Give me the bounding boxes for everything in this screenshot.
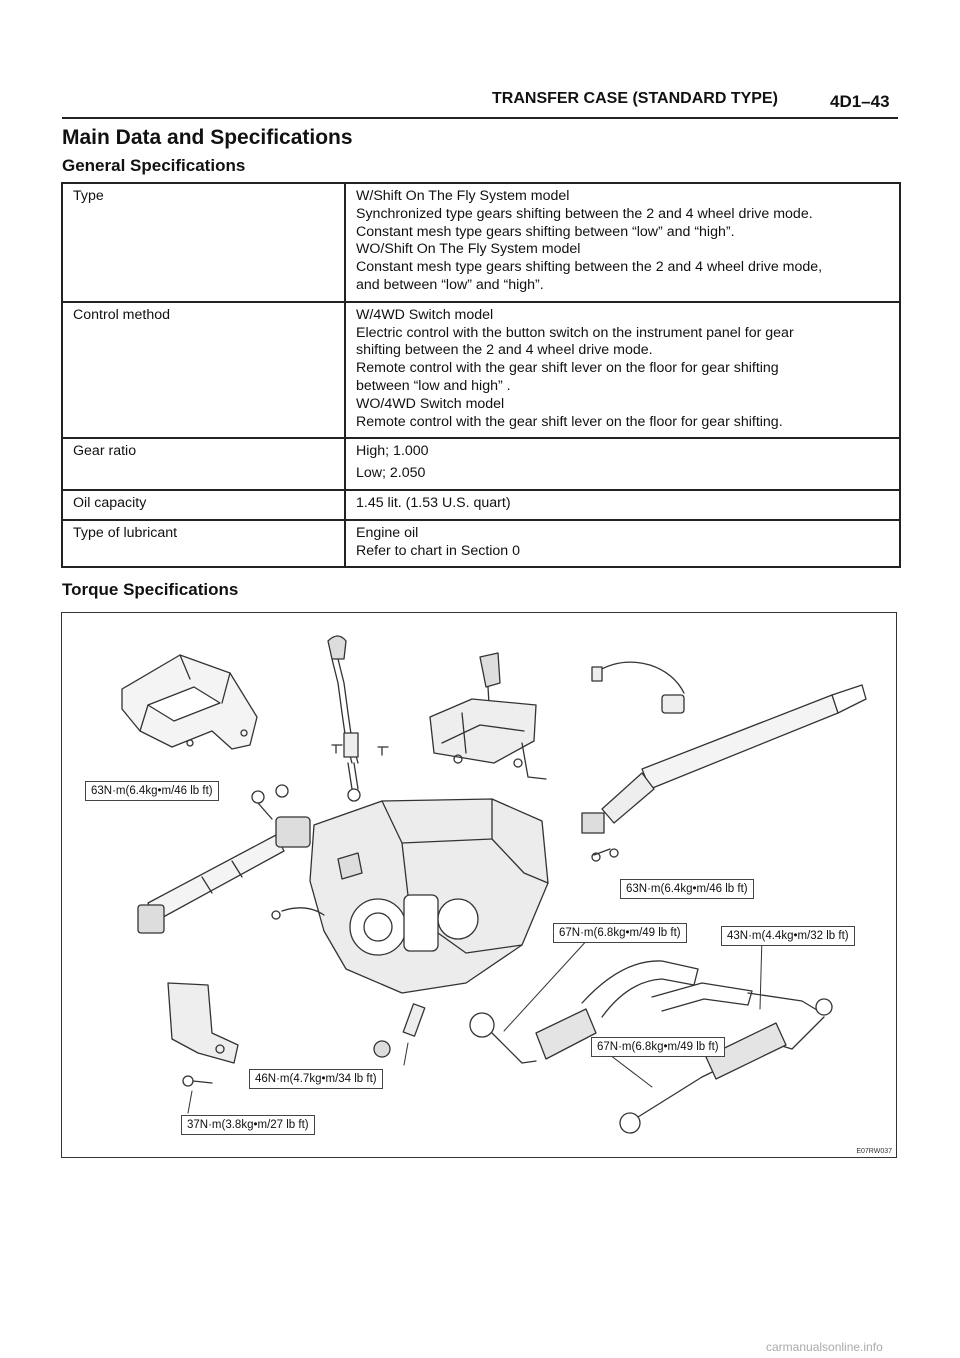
value-line: Electric control with the button switch on the instrument panel for gear [356, 324, 794, 341]
row-value [345, 490, 900, 520]
torque-specs-heading: Torque Specifications [62, 580, 239, 599]
row-value [345, 438, 900, 490]
figure-code: E07RW037 [856, 1148, 892, 1155]
value-line: Constant mesh type gears shifting between “low” and “high”. [356, 223, 735, 240]
value-line: WO/4WD Switch model [356, 395, 505, 412]
header-rule [62, 117, 898, 119]
row-label: Type of lubricant [62, 520, 345, 568]
value-line: shifting between the 2 and 4 wheel drive mode. [356, 342, 653, 359]
table-row [62, 183, 900, 302]
value-line: 1.45 lit. (1.53 U.S. quart) [356, 494, 511, 511]
value-line: and between “low” and “high”. [356, 276, 544, 293]
row-value [345, 302, 900, 439]
value-line: Low; 2.050 [356, 465, 426, 482]
watermark: carmanualsonline.info [766, 1340, 883, 1354]
torque-callout: 67N·m(6.8kg•m/49 lb ft) [553, 923, 687, 943]
exploded-view-drawing [62, 613, 896, 1157]
table-row [62, 490, 900, 520]
page-title: Main Data and Specifications [62, 126, 353, 149]
value-line: Synchronized type gears shifting between the 2 and 4 wheel drive mode. [356, 205, 813, 222]
page-number: 4D1–43 [830, 92, 890, 111]
section-title: TRANSFER CASE (STANDARD TYPE) [492, 90, 778, 107]
rear-propeller-shaft [582, 685, 866, 861]
row-label: Type [62, 183, 345, 302]
value-line: W/Shift On The Fly System model [356, 188, 570, 204]
transfer-case-body [272, 799, 548, 993]
table-row [62, 302, 900, 439]
torque-callout: 63N·m(6.4kg•m/46 lb ft) [85, 781, 219, 801]
shift-actuator [430, 653, 546, 779]
value-line: between “low and high” . [356, 377, 511, 394]
value-line: WO/Shift On The Fly System model [356, 241, 581, 258]
torque-callout: 37N·m(3.8kg•m/27 lb ft) [181, 1115, 315, 1135]
general-specs-table [61, 182, 901, 568]
torque-callout: 43N·m(4.4kg•m/32 lb ft) [721, 926, 855, 946]
floor-console [122, 655, 257, 749]
row-label: Control method [62, 302, 345, 439]
torque-callout: 63N·m(6.4kg•m/46 lb ft) [620, 879, 754, 899]
value-line: Remote control with the gear shift lever on the floor for gear shifting. [356, 413, 783, 430]
wiring-harness [592, 662, 684, 713]
row-value [345, 520, 900, 568]
table-row [62, 438, 900, 490]
general-specs-heading: General Specifications [62, 156, 246, 175]
value-line: Remote control with the gear shift lever on the floor for gear shifting [356, 360, 779, 377]
torque-diagram [61, 612, 897, 1158]
value-line: W/4WD Switch model [356, 306, 494, 323]
row-value [345, 183, 900, 302]
torque-callout: 67N·m(6.8kg•m/49 lb ft) [591, 1037, 725, 1057]
value-line: Constant mesh type gears shifting between the 2 and 4 wheel drive mode, [356, 259, 823, 276]
torque-callout: 46N·m(4.7kg•m/34 lb ft) [249, 1069, 383, 1089]
table-row [62, 520, 900, 568]
value-line: High; 1.000 [356, 443, 429, 460]
shift-lever [328, 636, 388, 801]
row-label: Gear ratio [62, 438, 345, 490]
value-line: Refer to chart in Section 0 [356, 542, 521, 559]
row-label: Oil capacity [62, 490, 345, 520]
value-line: Engine oil [356, 524, 419, 541]
